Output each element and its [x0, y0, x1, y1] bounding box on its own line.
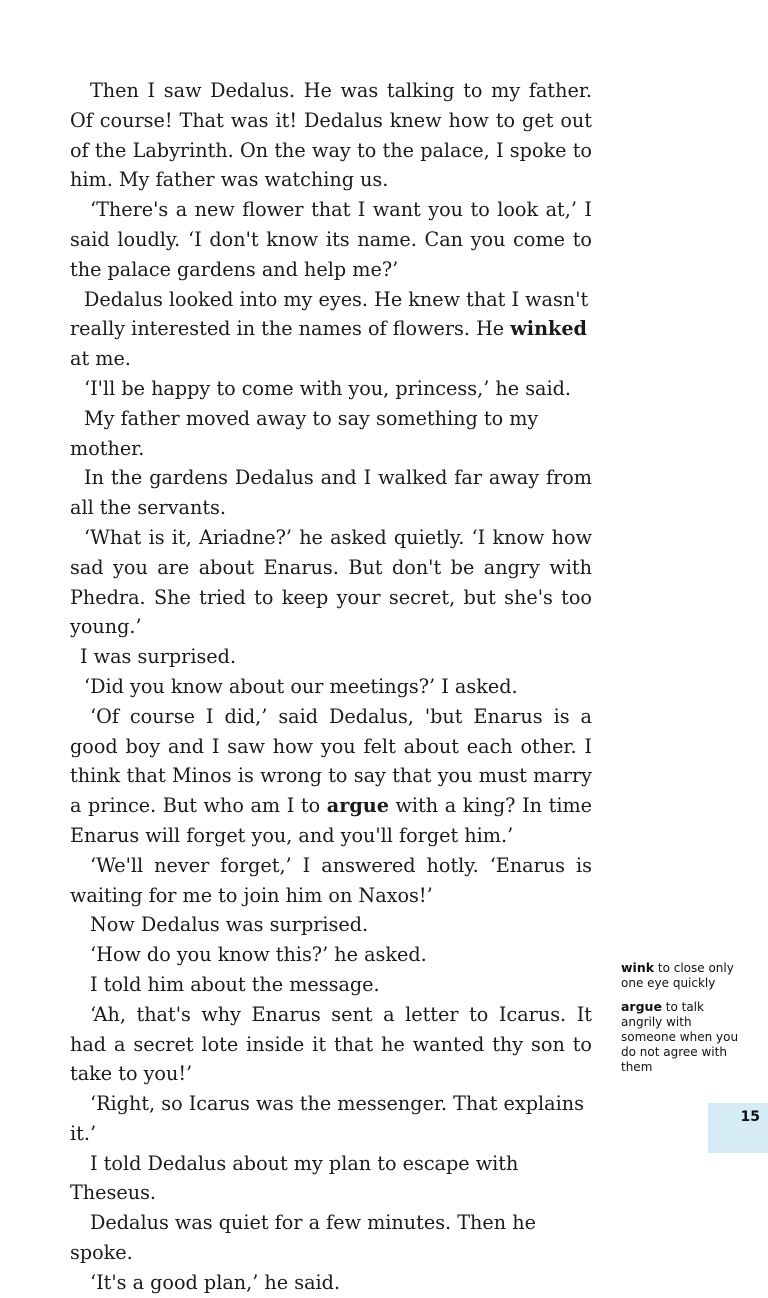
paragraph-9: ‘Did you know about our meetings?’ I asked.	[84, 674, 518, 698]
story-text	[70, 76, 592, 1298]
paragraph-17: I told Dedalus about my plan to escape with Theseus.	[70, 1151, 519, 1205]
paragraph-13: ‘How do you know this?’ he asked.	[90, 943, 427, 967]
glossary-definition: to talk angrily with someone when you do not agree with them	[621, 1000, 739, 1074]
glossary-word-argue: argue	[326, 794, 389, 818]
glossary-definition: to close only one eye quickly	[621, 961, 734, 990]
glossary-entry-wink	[621, 960, 749, 991]
paragraph-14: I told him about the message.	[90, 972, 380, 996]
page-number-tab	[708, 1103, 768, 1153]
paragraph-5: My father moved away to say something to my mother.	[70, 406, 539, 460]
paragraph-6: In the gardens Dedalus and I walked far away from all the servants.	[70, 466, 592, 520]
paragraph-4: ‘I'll be happy to come with you, princess,’ he said.	[84, 376, 572, 400]
glossary-term: argue	[621, 999, 662, 1014]
paragraph-19: ‘It's a good plan,’ he said.	[90, 1270, 341, 1294]
glossary-sidebar	[621, 960, 749, 1083]
paragraph-16: ‘Right, so Icarus was the messenger. That explains it.’	[70, 1092, 584, 1145]
paragraph-18: Dedalus was quiet for a few minutes. Then he spoke.	[70, 1211, 536, 1265]
paragraph-11: ‘We'll never forget,’ I answered hotly. ‘Enarus is waiting for me to join him on Naxos!’	[70, 853, 592, 907]
paragraph-3: Dedalus looked into my eyes. He knew that I wasn't really interested in the names of flowers. He winked at me.	[70, 287, 589, 371]
paragraph-15: ‘Ah, that's why Enarus sent a letter to Icarus. It had a secret lote inside it that he wanted thy son to take to you!’	[70, 1002, 592, 1086]
paragraph-2: ‘There's a new flower that I want you to look at,’ I said loudly. ‘I don't know its name. Can you come to the palace gardens and help me?’	[70, 198, 592, 281]
glossary-word-winked: winked	[510, 317, 587, 341]
paragraph-1: Then I saw Dedalus. He was talking to my father. Of course! That was it! Dedalus knew how to get out of the Labyrinth. On the way to the palace, I spoke to him. My father was watching us.	[70, 79, 592, 192]
paragraph-12: Now Dedalus was surprised.	[90, 913, 369, 937]
paragraph-10: ‘Of course I did,’ said Dedalus, 'but Enarus is a good boy and I saw how you felt about each other. I think that Minos is wrong to say that you must marry a prince. But who am I to argue with a king? In time Enarus will forget you, and you'll forget him.’	[70, 704, 593, 847]
paragraph-7: ‘What is it, Ariadne?’ he asked quietly. ‘I know how sad you are about Enarus. But don't be angry with Phedra. She tried to keep your secret, but she's too young.’	[70, 525, 592, 639]
page-number: 15	[740, 1109, 760, 1125]
paragraph-8: I was surprised.	[80, 645, 237, 669]
glossary-term: wink	[621, 960, 655, 975]
glossary-entry-argue	[621, 999, 749, 1075]
